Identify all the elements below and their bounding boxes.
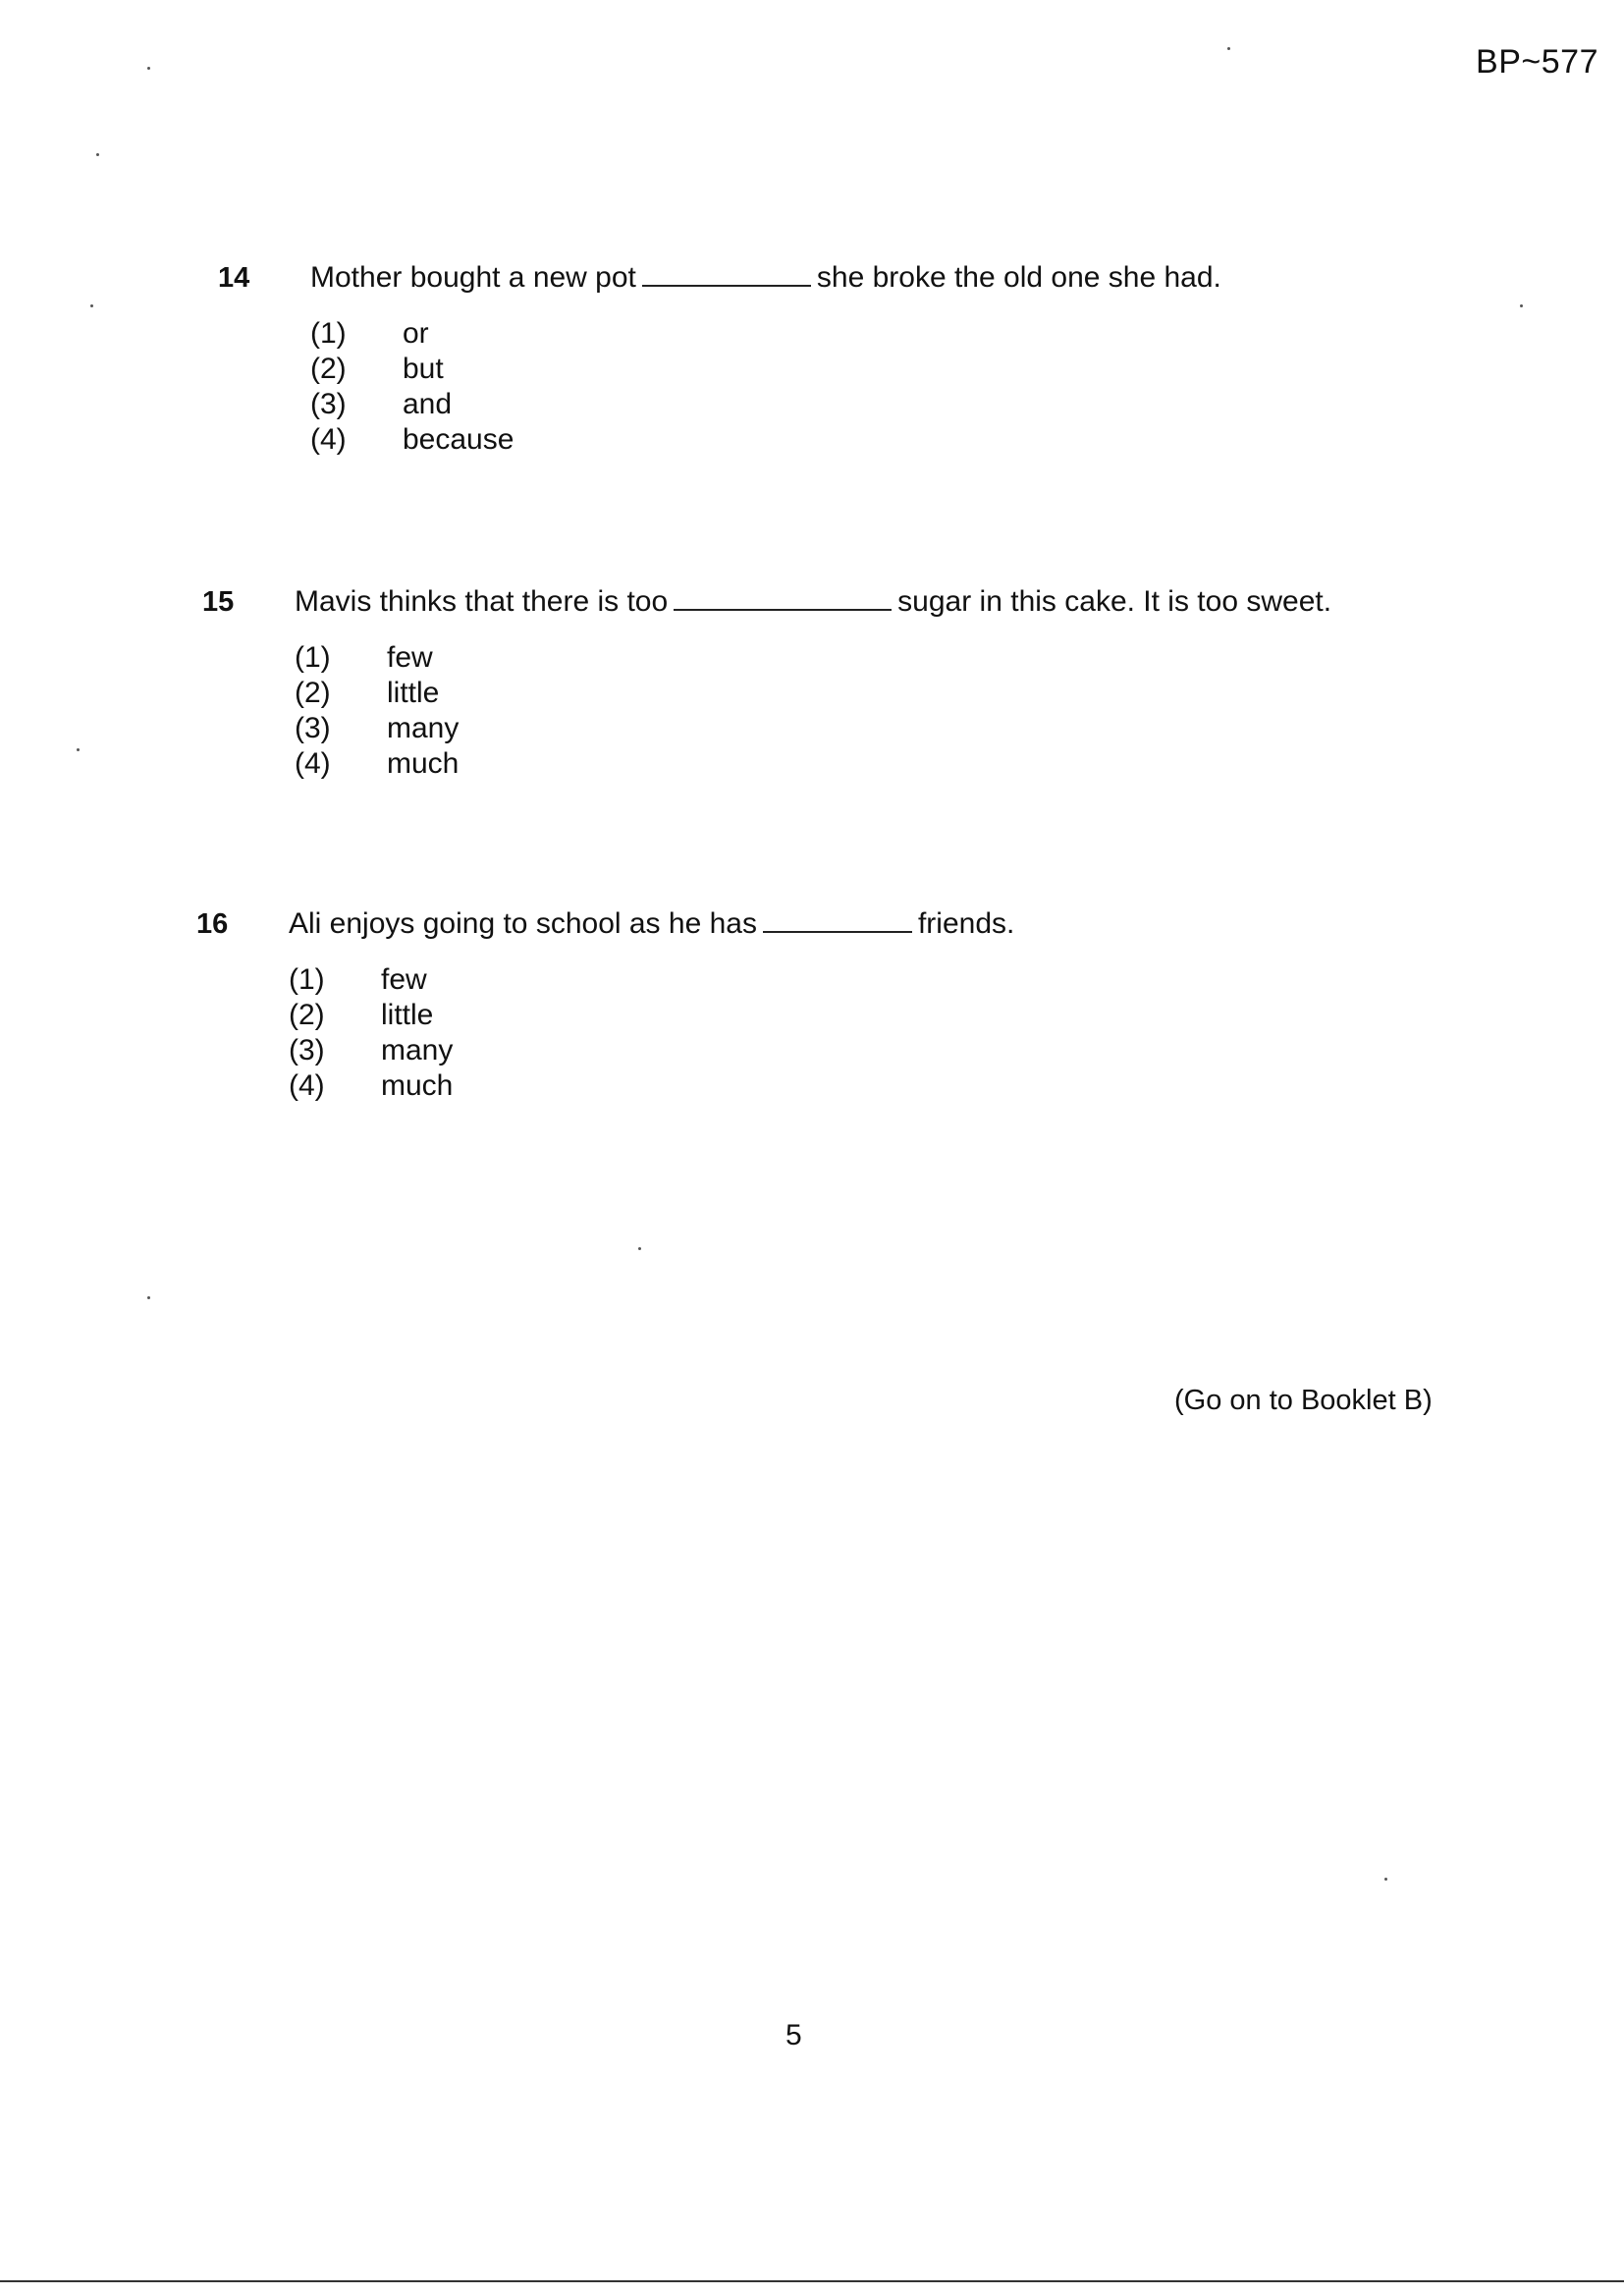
question-number: 16 bbox=[196, 908, 229, 940]
option-number: (2) bbox=[310, 353, 347, 385]
question-text bbox=[295, 583, 1331, 619]
scan-speck bbox=[77, 748, 80, 751]
answer-blank bbox=[674, 583, 892, 611]
option-number: (4) bbox=[310, 423, 347, 456]
option-text: many bbox=[387, 712, 460, 744]
question-14 bbox=[218, 259, 1494, 458]
option-text: much bbox=[381, 1069, 454, 1102]
scan-speck bbox=[1227, 47, 1230, 50]
question-16 bbox=[196, 905, 1473, 1104]
page-number: 5 bbox=[785, 2019, 802, 2051]
option bbox=[289, 1033, 1473, 1068]
scan-speck bbox=[1520, 304, 1523, 307]
scan-speck bbox=[1384, 1878, 1387, 1881]
stem-before-blank: Mavis thinks that there is too bbox=[295, 585, 669, 618]
answer-blank bbox=[763, 905, 912, 933]
scan-speck bbox=[147, 67, 150, 70]
question-15 bbox=[202, 583, 1479, 782]
option-number: (4) bbox=[295, 747, 331, 780]
option-number: (1) bbox=[289, 963, 325, 996]
question-stem bbox=[218, 259, 1494, 295]
question-number: 15 bbox=[202, 586, 235, 618]
option bbox=[295, 711, 1479, 746]
stem-after-blank: friends. bbox=[917, 907, 1015, 940]
option-number: (3) bbox=[289, 1034, 325, 1066]
stem-before-blank: Ali enjoys going to school as he has bbox=[289, 907, 757, 940]
option-text: few bbox=[381, 963, 427, 996]
option-text: many bbox=[381, 1034, 454, 1066]
option-number: (1) bbox=[295, 641, 331, 674]
question-text bbox=[289, 905, 1014, 941]
options-list bbox=[289, 962, 1473, 1104]
option bbox=[310, 352, 1494, 387]
option-text: but bbox=[403, 353, 444, 385]
stem-after-blank: sugar in this cake. It is too sweet. bbox=[897, 585, 1332, 618]
option-number: (3) bbox=[295, 712, 331, 744]
option bbox=[289, 1068, 1473, 1104]
option-text: little bbox=[381, 999, 434, 1031]
bottom-rule bbox=[0, 2280, 1624, 2282]
option bbox=[295, 676, 1479, 711]
page-code: BP~577 bbox=[1476, 43, 1598, 81]
option-text: much bbox=[387, 747, 460, 780]
option-number: (2) bbox=[289, 999, 325, 1031]
option-text: little bbox=[387, 677, 440, 709]
options-list bbox=[295, 640, 1479, 782]
option-text: and bbox=[403, 388, 453, 420]
options-list bbox=[310, 316, 1494, 458]
answer-blank bbox=[642, 259, 811, 287]
question-text bbox=[310, 259, 1221, 295]
option bbox=[310, 387, 1494, 422]
option bbox=[289, 962, 1473, 998]
option-text: or bbox=[403, 317, 429, 350]
option bbox=[289, 998, 1473, 1033]
option bbox=[295, 640, 1479, 676]
question-stem bbox=[196, 905, 1473, 941]
option-text: because bbox=[403, 423, 514, 456]
option bbox=[295, 746, 1479, 782]
stem-after-blank: she broke the old one she had. bbox=[816, 261, 1221, 294]
option-number: (4) bbox=[289, 1069, 325, 1102]
option bbox=[310, 422, 1494, 458]
option-number: (1) bbox=[310, 317, 347, 350]
option-text: few bbox=[387, 641, 433, 674]
option-number: (2) bbox=[295, 677, 331, 709]
scan-speck bbox=[638, 1247, 641, 1250]
scan-speck bbox=[147, 1296, 150, 1299]
stem-before-blank: Mother bought a new pot bbox=[310, 261, 636, 294]
option-number: (3) bbox=[310, 388, 347, 420]
question-number: 14 bbox=[218, 262, 250, 294]
option bbox=[310, 316, 1494, 352]
continue-note: (Go on to Booklet B) bbox=[1174, 1385, 1433, 1416]
scan-speck bbox=[90, 304, 93, 307]
scan-speck bbox=[96, 153, 99, 156]
question-stem bbox=[202, 583, 1479, 619]
